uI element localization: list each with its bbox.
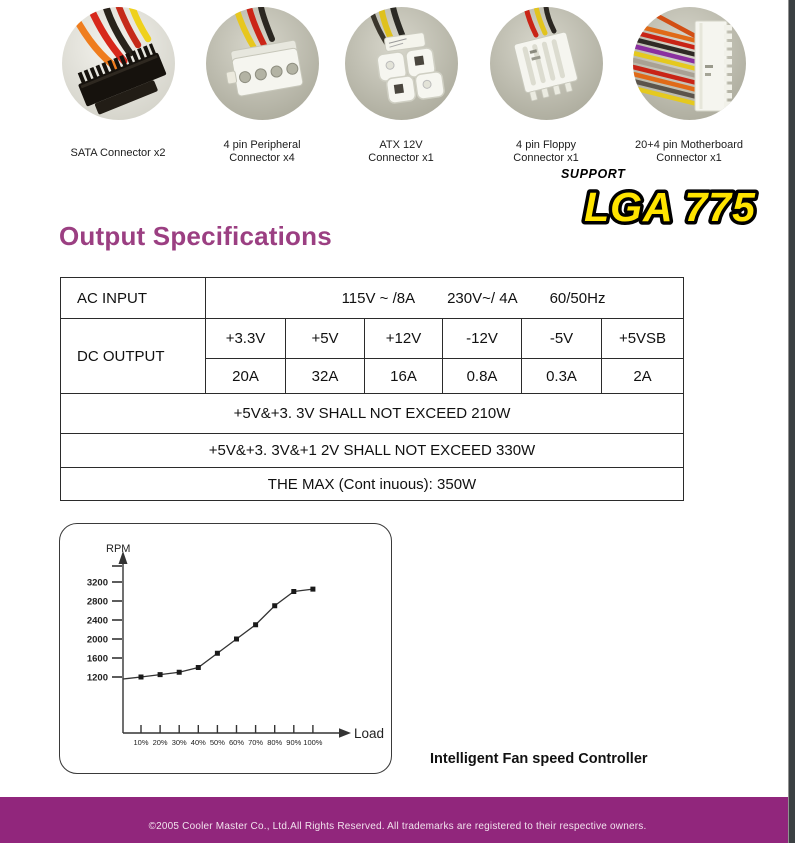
connector-label-line: Connector x1 [368,151,434,164]
connector-label [475,139,617,164]
svg-text:2000: 2000 [86,634,108,646]
lga-775-badge [563,179,778,234]
note-cell: +5V&+3. 3V&+1 2V SHALL NOT EXCEED 330W [61,434,684,468]
connector-item-motherboard [618,7,760,164]
svg-text:1600: 1600 [86,653,108,665]
atx-12v-connector-image [345,7,458,120]
dc-amp-cell: 2A [602,359,684,394]
svg-text:3200: 3200 [86,577,108,589]
connector-label-line: 4 pin Peripheral [223,139,301,151]
ac-input-row [61,278,684,319]
molex-peripheral-connector-image [206,7,319,120]
svg-text:Load: Load [354,726,385,741]
dc-volt-cell: -12V [443,319,522,359]
output-specifications-heading: Output Specifications [59,221,332,251]
svg-text:2800: 2800 [86,596,108,608]
connector-label-line: 4 pin Floppy [516,139,576,151]
svg-text:60%: 60% [228,738,245,747]
fan-chart-panel [59,523,392,774]
svg-text:10%: 10% [133,738,149,747]
connector-label-line: SATA Connector x2 [70,147,166,159]
dc-volt-cell: +12V [365,319,443,359]
support-label: SUPPORT [561,167,626,181]
svg-text:RPM: RPM [106,543,131,555]
svg-text:80%: 80% [267,738,283,747]
dc-volt-cell: -5V [522,319,602,359]
svg-text:50%: 50% [209,738,225,747]
connector-item-sata [47,7,189,159]
dc-output-label: DC OUTPUT [61,319,206,394]
note-row [61,394,684,434]
svg-text:90%: 90% [286,738,302,747]
svg-text:1200: 1200 [86,672,108,684]
connector-label-line: Connector x4 [229,151,295,164]
page-right-edge [788,0,795,843]
dc-amp-cell: 0.3A [522,359,602,394]
connector-label-line: Connector x1 [513,151,579,164]
dc-volt-cell: +5V [286,319,365,359]
svg-text:40%: 40% [190,738,206,747]
ac-input-label: AC INPUT [61,278,206,319]
connector-label [191,139,333,164]
ac-input-values-cell [206,278,684,319]
dc-volt-cell: +5VSB [602,319,684,359]
dc-output-volts-row [61,319,684,359]
connector-label-line: ATX 12V [379,139,423,151]
dc-volt-cell: +3.3V [206,319,286,359]
note-row [61,434,684,468]
spec-table [60,277,684,501]
ac-value: 230V~/ 4A [447,289,518,307]
connector-item-floppy [475,7,617,164]
ac-value: 115V ~ /8A [341,289,416,307]
svg-text:70%: 70% [248,738,264,747]
ac-value: 60/50Hz [549,289,606,307]
connector-label-line: 20+4 pin Motherboard [635,139,743,151]
connector-label [618,139,760,164]
connector-item-peripheral [191,7,333,164]
sata-connector-image [62,7,175,120]
dc-amp-cell: 16A [365,359,443,394]
floppy-connector-image [490,7,603,120]
svg-text:100%: 100% [303,738,323,747]
motherboard-connector-image [633,7,746,120]
svg-text:20%: 20% [152,738,168,747]
connector-label [330,139,472,164]
note-cell: +5V&+3. 3V SHALL NOT EXCEED 210W [61,394,684,434]
svg-text:30%: 30% [171,738,187,747]
note-cell: THE MAX (Cont inuous): 350W [61,468,684,501]
copyright-text: ©2005 Cooler Master Co., Ltd.All Rights Reserved. All trademarks are registered to their respective owners. [148,821,647,832]
fan-chart-caption: Intelligent Fan speed Controller [430,751,648,767]
fan-chart [60,524,390,772]
lga-775-text: LGA 775 [584,184,756,230]
connector-label [47,139,189,160]
connector-item-atx12v [330,7,472,164]
dc-amp-cell: 0.8A [443,359,522,394]
footer-bar [0,797,795,843]
svg-text:2400: 2400 [86,615,108,627]
dc-amp-cell: 20A [206,359,286,394]
note-row [61,468,684,501]
dc-amp-cell: 32A [286,359,365,394]
connector-label-line: Connector x1 [656,151,722,164]
